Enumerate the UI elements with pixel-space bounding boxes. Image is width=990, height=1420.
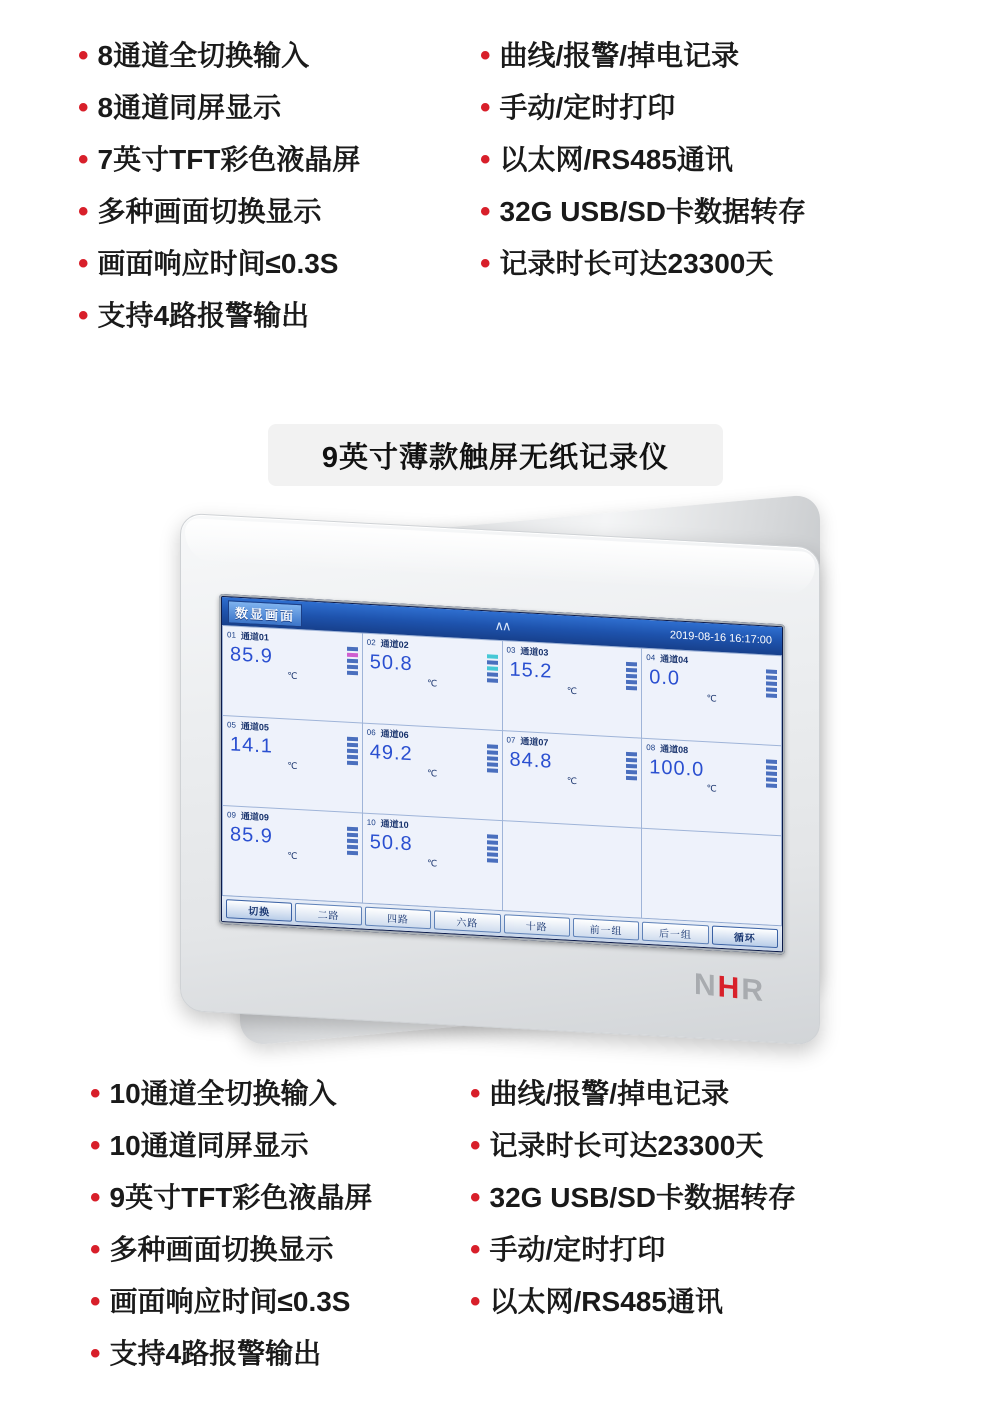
channel-number: 03: [506, 645, 516, 655]
bullet-icon: •: [470, 1077, 481, 1110]
screen-datetime: 2019-08-16 16:17:00: [669, 629, 772, 647]
channel-unit: ℃: [287, 760, 298, 772]
bullet-icon: •: [90, 1129, 101, 1162]
top-feature-list: [0, 30, 990, 342]
channel-number: 05: [227, 720, 236, 730]
bullet-icon: •: [480, 195, 491, 228]
channel-number: 06: [366, 727, 376, 738]
screen-button-two-channel[interactable]: 二路: [295, 903, 361, 926]
channel-name: 通道06: [380, 728, 409, 741]
feature-text: 8通道同屏显示: [97, 92, 282, 123]
channel-bargraph-icon: [766, 669, 777, 698]
channel-unit: ℃: [706, 783, 717, 794]
channel-name: 通道07: [520, 736, 549, 748]
feature-text: 10通道全切换输入: [109, 1078, 337, 1109]
bullet-icon: •: [90, 1337, 101, 1370]
feature-text: 记录时长可达23300天: [489, 1130, 764, 1161]
bullet-icon: •: [470, 1129, 481, 1162]
device-screen-bezel: [219, 594, 785, 955]
channel-bargraph-icon: [347, 827, 358, 856]
channel-bargraph-icon: [626, 752, 637, 781]
channel-number: 02: [366, 637, 376, 648]
screen-button-prev-group[interactable]: 前一组: [573, 918, 639, 941]
channel-name: 通道05: [240, 720, 269, 733]
feature-text: 以太网/RS485通讯: [499, 144, 733, 175]
bullet-icon: •: [78, 143, 89, 176]
channel-bargraph-icon: [487, 834, 498, 863]
bottom-feature-column-right: [440, 1068, 930, 1380]
channel-name: 通道09: [240, 810, 269, 823]
brand-letter-h: H: [717, 970, 742, 1006]
feature-item: [480, 186, 930, 238]
brand-letter-n: N: [693, 967, 718, 1004]
channel-bargraph-icon: [487, 654, 498, 683]
feature-text: 手动/定时打印: [489, 1234, 666, 1265]
wave-logo-icon: ∧∧: [494, 617, 510, 634]
top-feature-column-left: [0, 30, 440, 342]
channel-cell[interactable]: [223, 806, 362, 903]
channel-bargraph-icon: [487, 744, 498, 773]
feature-item: [480, 134, 930, 186]
channel-value: 50.8: [369, 830, 413, 856]
channel-name: 通道01: [240, 630, 269, 643]
device-body-front: [180, 513, 820, 1046]
screen-button-ten-channel[interactable]: 十路: [504, 914, 570, 937]
bullet-icon: •: [90, 1285, 101, 1318]
feature-item: [90, 1120, 440, 1172]
feature-item: [470, 1068, 930, 1120]
channel-number: 04: [646, 652, 656, 663]
channel-cell[interactable]: [223, 626, 362, 723]
feature-item: [78, 30, 440, 82]
feature-item: [470, 1276, 930, 1328]
screen-button-switch[interactable]: 切换: [226, 899, 292, 922]
channel-unit: ℃: [706, 693, 717, 704]
feature-item: [90, 1224, 440, 1276]
channel-name: 通道04: [660, 653, 689, 666]
channel-bargraph-icon: [347, 737, 358, 766]
channel-name: 通道03: [520, 646, 549, 658]
feature-text: 以太网/RS485通讯: [489, 1286, 723, 1317]
brand-logo: [694, 968, 765, 1010]
feature-text: 手动/定时打印: [499, 92, 676, 123]
channel-cell[interactable]: [503, 641, 642, 738]
channel-number: 09: [227, 810, 236, 820]
channel-value: 15.2: [509, 658, 553, 683]
channel-cell[interactable]: [363, 724, 502, 821]
feature-text: 记录时长可达23300天: [499, 248, 774, 279]
channel-value: 50.8: [369, 650, 413, 676]
channel-unit: ℃: [287, 850, 298, 862]
bullet-icon: •: [480, 39, 491, 72]
feature-item: [78, 290, 440, 342]
channel-value: 84.8: [509, 748, 553, 773]
channel-cell[interactable]: [363, 814, 502, 911]
feature-item: [90, 1172, 440, 1224]
feature-text: 8通道全切换输入: [97, 40, 310, 71]
channel-number: 07: [506, 735, 516, 745]
bullet-icon: •: [78, 195, 89, 228]
feature-item: [90, 1276, 440, 1328]
feature-text: 画面响应时间≤0.3S: [109, 1286, 351, 1317]
channel-cell[interactable]: [223, 716, 362, 813]
feature-text: 支持4路报警输出: [109, 1338, 322, 1369]
screen-button-next-group[interactable]: 后一组: [642, 922, 708, 945]
feature-item: [480, 238, 930, 290]
channel-unit: ℃: [427, 768, 438, 779]
feature-text: 32G USB/SD卡数据转存: [499, 196, 807, 227]
channel-grid: [222, 625, 782, 925]
channel-unit: ℃: [427, 858, 438, 869]
channel-bargraph-icon: [347, 647, 358, 676]
device-illustration: [170, 512, 850, 1042]
feature-text: 多种画面切换显示: [109, 1234, 334, 1265]
device-screen: [222, 597, 782, 951]
channel-value: 0.0: [649, 666, 681, 690]
feature-item: [470, 1172, 930, 1224]
channel-unit: ℃: [427, 678, 438, 689]
channel-unit: ℃: [566, 775, 577, 787]
channel-number: 08: [646, 742, 656, 753]
feature-item: [470, 1224, 930, 1276]
top-feature-column-right: [440, 30, 930, 342]
feature-item: [90, 1068, 440, 1120]
feature-text: 曲线/报警/掉电记录: [499, 40, 740, 71]
channel-value: 100.0: [649, 756, 705, 782]
bullet-icon: •: [470, 1181, 481, 1214]
feature-text: 画面响应时间≤0.3S: [97, 248, 339, 279]
feature-text: 7英寸TFT彩色液晶屏: [97, 144, 361, 175]
feature-item: [78, 238, 440, 290]
channel-name: 通道10: [380, 818, 409, 831]
feature-text: 9英寸TFT彩色液晶屏: [109, 1182, 373, 1213]
screen-button-six-channel[interactable]: 六路: [434, 910, 500, 933]
product-title: 9英寸薄款触屏无纸记录仪: [268, 424, 723, 486]
bullet-icon: •: [78, 247, 89, 280]
feature-text: 10通道同屏显示: [109, 1130, 309, 1161]
channel-value: 85.9: [230, 643, 273, 668]
channel-cell-empty: [503, 821, 642, 918]
feature-item: [78, 82, 440, 134]
feature-text: 曲线/报警/掉电记录: [489, 1078, 730, 1109]
channel-cell[interactable]: [642, 649, 781, 746]
channel-bargraph-icon: [626, 662, 637, 691]
feature-text: 多种画面切换显示: [97, 196, 322, 227]
channel-name: 通道08: [660, 743, 689, 756]
feature-item: [470, 1120, 930, 1172]
channel-value: 49.2: [369, 740, 413, 766]
screen-title: 数显画面: [228, 600, 302, 627]
channel-bargraph-icon: [766, 759, 777, 788]
feature-item: [480, 30, 930, 82]
bullet-icon: •: [78, 299, 89, 332]
channel-value: 85.9: [230, 823, 273, 848]
bullet-icon: •: [90, 1233, 101, 1266]
feature-text: 32G USB/SD卡数据转存: [489, 1182, 797, 1213]
channel-value: 14.1: [230, 733, 273, 758]
bullet-icon: •: [480, 143, 491, 176]
brand-letter-r: R: [741, 972, 765, 1009]
feature-item: [480, 82, 930, 134]
feature-item: [78, 134, 440, 186]
feature-text: 支持4路报警输出: [97, 300, 310, 331]
feature-item: [78, 186, 440, 238]
channel-cell[interactable]: [642, 739, 781, 836]
feature-item: [90, 1328, 440, 1380]
bullet-icon: •: [90, 1077, 101, 1110]
bottom-feature-column-left: [0, 1068, 440, 1380]
bullet-icon: •: [470, 1233, 481, 1266]
channel-cell-empty: [642, 829, 781, 926]
bullet-icon: •: [480, 91, 491, 124]
channel-number: 10: [366, 817, 376, 828]
bottom-feature-list: [0, 1068, 990, 1380]
screen-button-four-channel[interactable]: 四路: [365, 907, 431, 930]
channel-cell[interactable]: [503, 731, 642, 828]
bullet-icon: •: [470, 1285, 481, 1318]
bullet-icon: •: [78, 39, 89, 72]
bullet-icon: •: [90, 1181, 101, 1214]
bullet-icon: •: [78, 91, 89, 124]
channel-name: 通道02: [380, 638, 409, 651]
bullet-icon: •: [480, 247, 491, 280]
channel-cell[interactable]: [363, 634, 502, 731]
channel-unit: ℃: [287, 670, 298, 682]
channel-number: 01: [227, 630, 236, 640]
screen-button-cycle[interactable]: 循环: [712, 925, 778, 948]
channel-unit: ℃: [566, 685, 577, 697]
